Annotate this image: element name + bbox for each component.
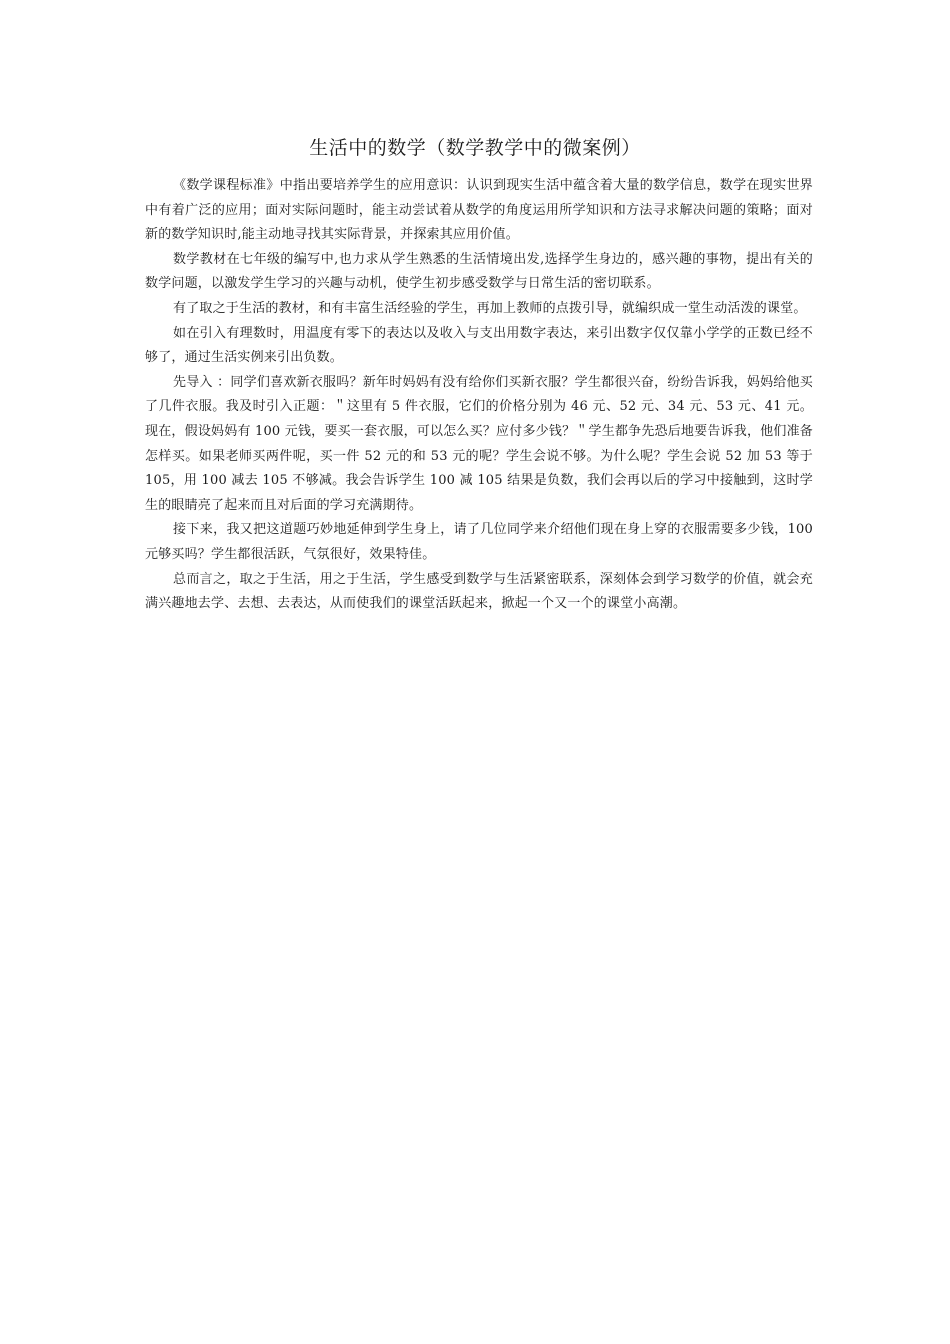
document-title: 生活中的数学（数学教学中的微案例） <box>309 137 641 159</box>
document-body <box>145 174 813 617</box>
paragraph-extension: 接下来，我又把这道题巧妙地延伸到学生身上，请了几位同学来介绍他们现在身上穿的衣服需要多少钱，100 元够买吗？学生都很活跃，气氛很好，效果特佳。 <box>145 522 813 562</box>
paragraph-textbook: 数学教材在七年级的编写中,也力求从学生熟悉的生活情境出发,选择学生身边的，感兴趣的事物，提出有关的数学问题，以激发学生学习的兴趣与动机，使学生初步感受数学与日常生活的密切联系。 <box>145 251 813 292</box>
paragraph-rational-numbers: 如在引入有理数时，用温度有零下的表达以及收入与支出用数字表达，来引出数字仅仅靠小学学的正数已经不够了，通过生活实例来引出负数。 <box>145 325 813 366</box>
paragraph-conclusion: 总而言之，取之于生活，用之于生活，学生感受到数学与生活紧密联系，深刻体会到学习数学的价值，就会充满兴趣地去学、去想、去表达，从而使我们的课堂活跃起来，掀起一个又一个的课堂小高潮。 <box>145 571 813 612</box>
paragraph-classroom: 有了取之于生活的教材，和有丰富生活经验的学生，再加上教师的点拨引导，就编织成一堂生动活泼的课堂。 <box>173 300 807 316</box>
paragraph-lead-in: 先导入 ：同学们喜欢新衣服吗？新年时妈妈有没有给你们买新衣服？学生都很兴奋，纷纷告诉我，妈妈给他买了几件衣服。我及时引入正题：＂这里有 5 件衣服，它们的价格分别为 46 元、52 元、34 元、53 元、41 元。现在，假设妈妈有 100 元钱，要买一套衣服，可以怎么买？应付多少钱？＂学生都争先恐后地要告诉我，他们准备怎样买。如果老师买两件呢，买一件 52 元的和 53 元的呢？学生会说不够。为什么呢？学生会说 52 加 53 等于 105，用 100 减去 105 不够减。我会告诉学生 100 减 105 结果是负数，我们会再以后的学习中接触到，这时学生的眼睛亮了起来而且对后面的学习充满期待。 <box>145 374 813 513</box>
paragraph-curriculum-standard: 《数学课程标准》中指出要培养学生的应用意识：认识到现实生活中蕴含着大量的数学信息，数学在现实世界中有着广泛的应用；面对实际问题时，能主动尝试着从数学的角度运用所学知识和方法寻求解决问题的策略；面对新的数学知识时,能主动地寻找其实际背景，并探索其应用价值。 <box>145 178 813 243</box>
